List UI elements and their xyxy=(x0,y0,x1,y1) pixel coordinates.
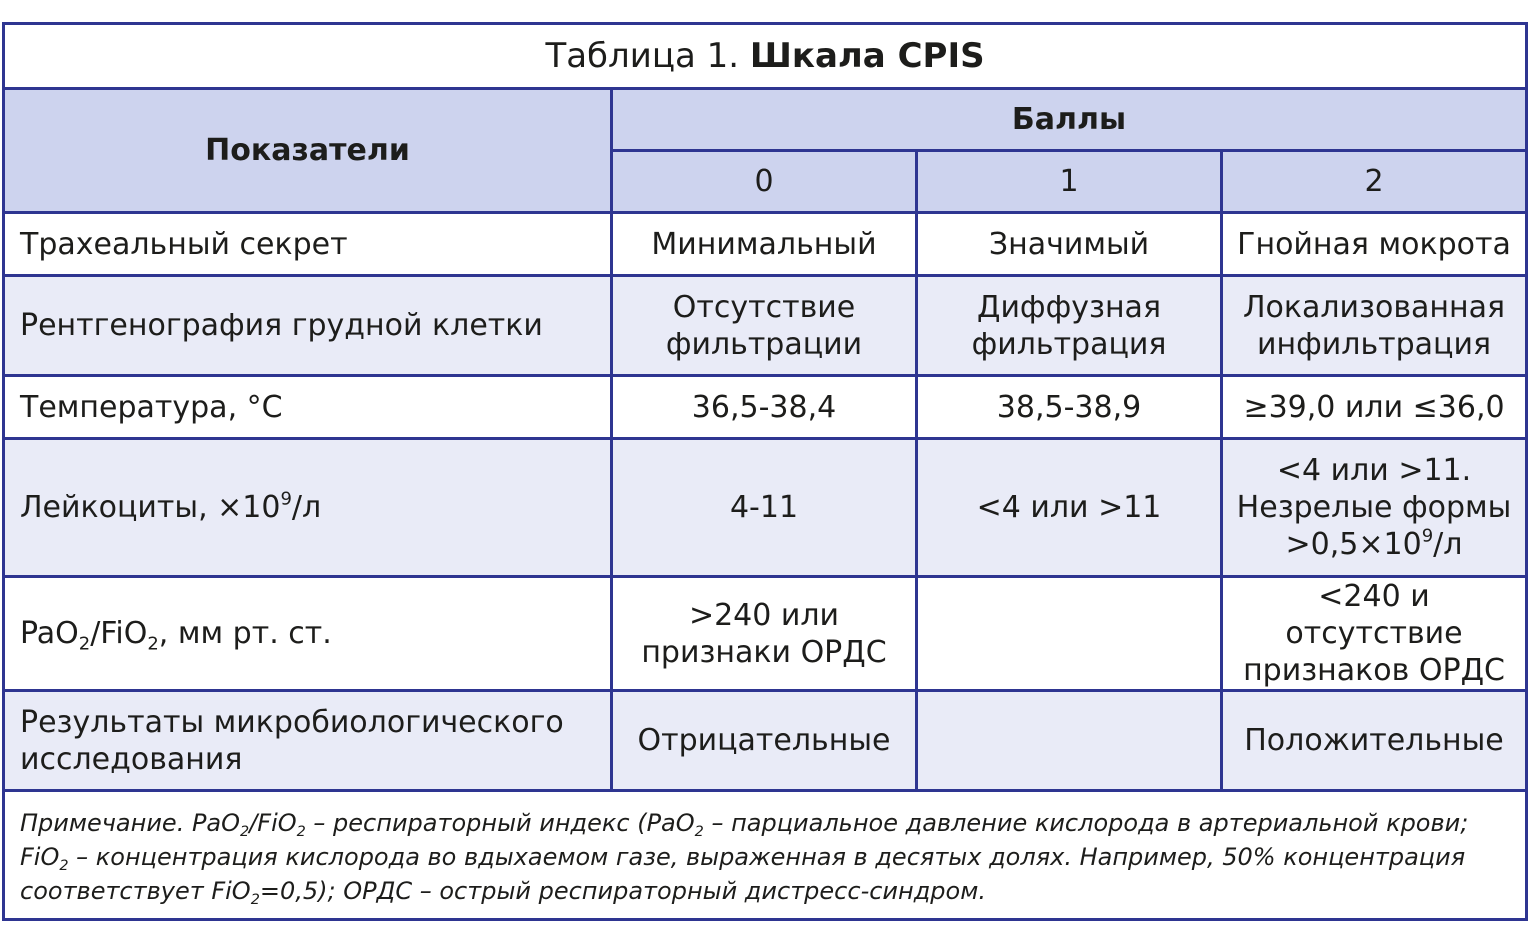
cell-score-1: 38,5-38,9 xyxy=(917,376,1222,439)
cell-score-2: ≥39,0 или ≤36,0 xyxy=(1222,376,1527,439)
cell-score-0: Минимальный xyxy=(612,213,917,276)
cell-score-0: 36,5-38,4 xyxy=(612,376,917,439)
cell-score-1 xyxy=(917,691,1222,791)
table-row xyxy=(4,439,1527,577)
header-points: Баллы xyxy=(612,89,1527,151)
row-label: PaO$_2$/FiO$_2$, мм рт. ст. xyxy=(4,577,612,691)
table-row xyxy=(4,691,1527,791)
table-row xyxy=(4,577,1527,691)
table-row xyxy=(4,213,1527,276)
cell-score-1: Значимый xyxy=(917,213,1222,276)
header-score-2: 2 xyxy=(1222,151,1527,213)
header-score-1: 1 xyxy=(917,151,1222,213)
cell-score-0: >240 или признаки ОРДС xyxy=(612,577,917,691)
cell-score-1: <4 или >11 xyxy=(917,439,1222,577)
cell-score-2: <4 или >11. Незрелые формы $>0,5\times 10^9/л$ xyxy=(1222,439,1527,577)
row-label: Рентгенография грудной клетки xyxy=(4,276,612,376)
title-prefix: Таблица 1. xyxy=(545,35,740,76)
cell-score-2: Гнойная мокрота xyxy=(1222,213,1527,276)
cell-score-2: Положительные xyxy=(1222,691,1527,791)
cpis-table xyxy=(2,22,1528,921)
cell-score-0: 4-11 xyxy=(612,439,917,577)
cell-score-2: Локализованная инфильтрация xyxy=(1222,276,1527,376)
header-indicators: Показатели xyxy=(4,89,612,213)
cell-score-1 xyxy=(917,577,1222,691)
row-label: Результаты микробиологического исследования xyxy=(4,691,612,791)
cell-score-0: Отрицательные xyxy=(612,691,917,791)
cell-score-1: Диффузная фильтрация xyxy=(917,276,1222,376)
cell-score-0: Отсутствие фильтрации xyxy=(612,276,917,376)
row-label: Лейкоциты, $\times 10^9/л$ xyxy=(4,439,612,577)
header-score-0: 0 xyxy=(612,151,917,213)
row-label: Трахеальный секрет xyxy=(4,213,612,276)
table-row xyxy=(4,276,1527,376)
table-title xyxy=(4,24,1527,89)
cell-score-2: <240 и отсутствие признаков ОРДС xyxy=(1222,577,1527,691)
table-row xyxy=(4,376,1527,439)
table-note: Примечание. PaO$_2$/FiO$_2$ – респираторный индекс (PaO$_2$ – парциальное давление кислорода в артериальной крови; FiO$_2$ – концентрация кислорода во вдыхаемом газе, выраженная в десятых долях. Например, 50% концентрация соответствует FiO$_2$=0,5); ОРДС – острый респираторный дистресс-синдром. xyxy=(4,791,1527,920)
title-bold: Шкала CPIS xyxy=(749,35,985,76)
row-label: Температура, °С xyxy=(4,376,612,439)
